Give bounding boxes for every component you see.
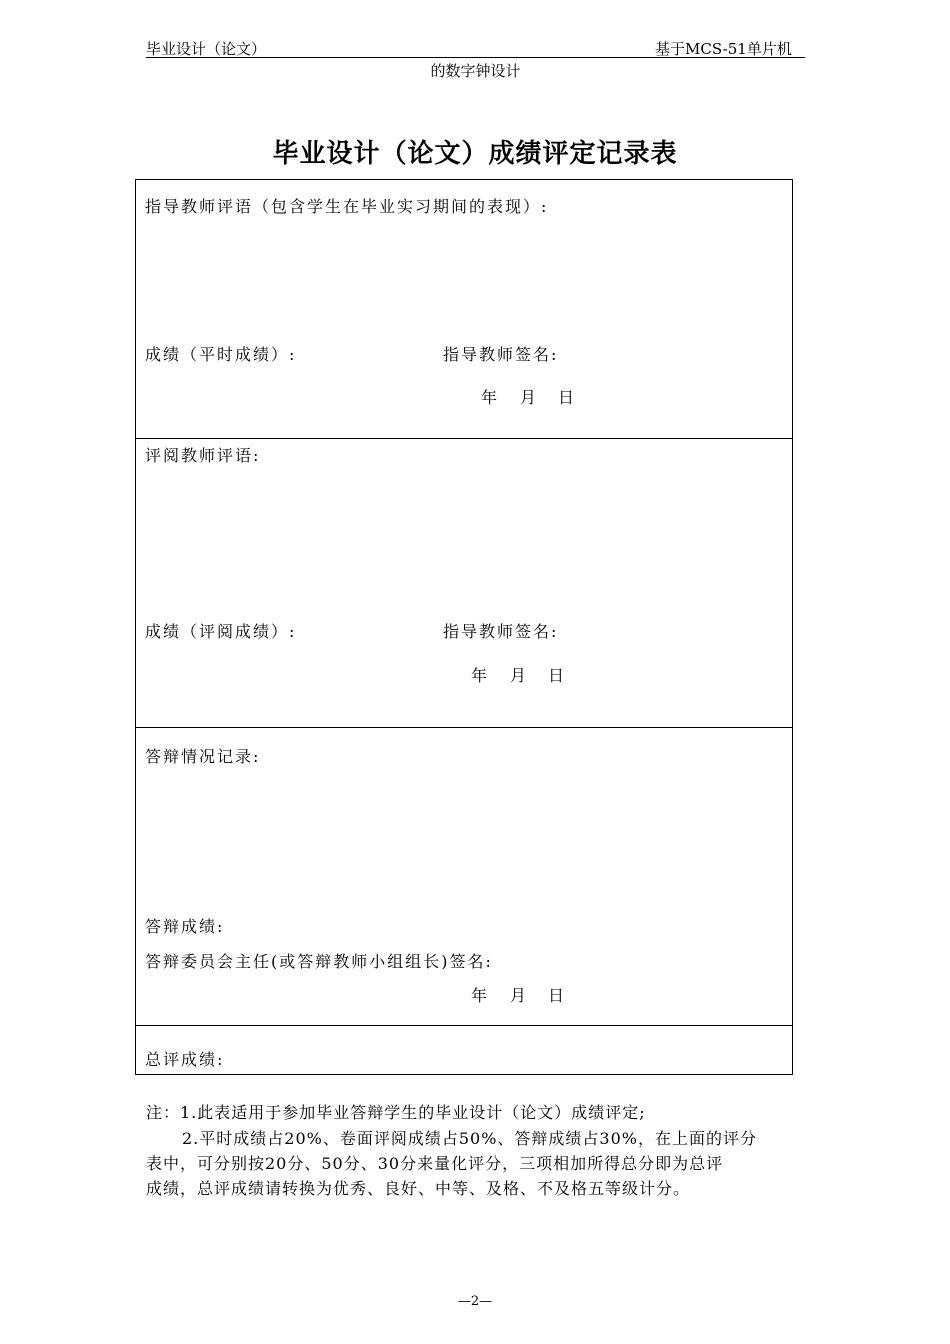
reviewer-comment-label: 评阅教师评语: (145, 446, 261, 465)
advisor-date-day: 日 (558, 388, 577, 407)
total-score-label: 总评成绩: (145, 1050, 225, 1069)
advisor-signature-label: 指导教师签名: (443, 345, 559, 364)
advisor-date-month: 月 (520, 388, 539, 407)
note-line-3: 表中，可分别按20分、50分、30分来量化评分，三项相加所得总分即为总评 (146, 1154, 724, 1173)
page-title: 毕业设计（论文）成绩评定记录表 (272, 139, 678, 169)
evaluation-form (135, 179, 793, 1075)
defense-record-label: 答辩情况记录: (145, 747, 261, 766)
advisor-comment-label: 指导教师评语（包含学生在毕业实习期间的表现）: (145, 197, 549, 216)
note-line-2: 2.平时成绩占20%、卷面评阅成绩占50%、答辩成绩占30%，在上面的评分 (182, 1129, 757, 1148)
advisor-date-year: 年 (481, 388, 500, 407)
section-divider (136, 438, 792, 439)
reviewer-date-day: 日 (548, 666, 567, 685)
defense-signature-label: 答辩委员会主任(或答辩教师小组组长)签名: (145, 952, 493, 971)
header-divider (146, 57, 805, 58)
header-right-text: 基于MCS-51单片机 (655, 40, 792, 58)
defense-date-month: 月 (510, 986, 529, 1005)
defense-date-year: 年 (471, 986, 490, 1005)
defense-score-label: 答辩成绩: (145, 917, 225, 936)
advisor-score-label: 成绩（平时成绩）: (145, 345, 297, 364)
reviewer-score-label: 成绩（评阅成绩）: (145, 622, 297, 641)
section-divider (136, 727, 792, 728)
header-left-text: 毕业设计（论文） (146, 40, 267, 58)
reviewer-date-year: 年 (471, 666, 490, 685)
reviewer-signature-label: 指导教师签名: (443, 622, 559, 641)
header-center-text: 的数字钟设计 (430, 62, 521, 80)
note-line-4: 成绩，总评成绩请转换为优秀、良好、中等、及格、不及格五等级计分。 (146, 1179, 691, 1198)
defense-date-day: 日 (548, 986, 567, 1005)
note-line-1: 注：1.此表适用于参加毕业答辩学生的毕业设计（论文）成绩评定; (146, 1103, 646, 1122)
reviewer-date-month: 月 (510, 666, 529, 685)
section-divider (136, 1025, 792, 1026)
page-number: —2— (457, 1294, 493, 1309)
